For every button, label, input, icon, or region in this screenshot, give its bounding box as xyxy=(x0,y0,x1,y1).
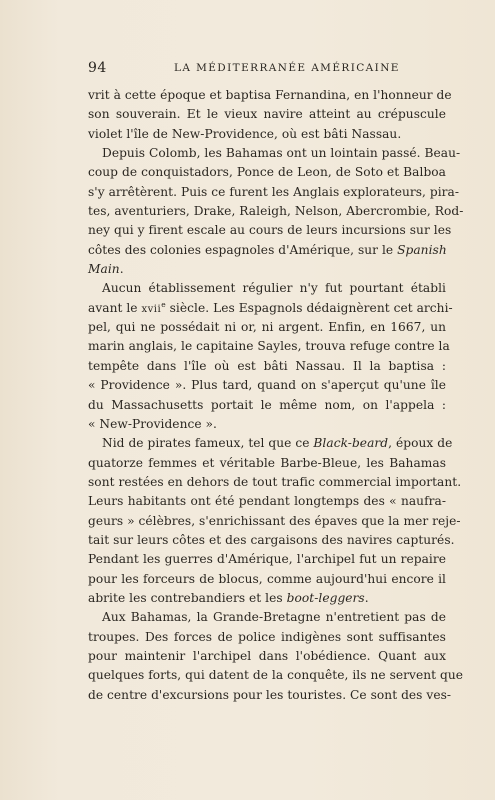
text-line: troupes. Des forces de police indigènes sont suffisantes xyxy=(88,629,446,644)
body-text xyxy=(88,86,464,705)
text-line: de centre d'excursions pour les touristes. Ce sont des ves- xyxy=(88,687,452,702)
paragraph-start: Aux Bahamas, la Grande-Bretagne n'entretient pas de xyxy=(102,610,446,625)
text-line: s'y arrêtèrent. Puis ce furent les Anglais explorateurs, pira- xyxy=(88,184,460,199)
text-line: coup de conquistadors, Ponce de Leon, de Soto et Balboa xyxy=(88,165,446,180)
text-line: abrite les contrebandiers et les boot-leggers. xyxy=(88,590,369,605)
text-line xyxy=(88,241,446,260)
text-line: ney qui y firent escale au cours de leurs incursions sur les xyxy=(88,223,452,238)
text-line xyxy=(88,299,453,318)
page-header xyxy=(88,60,435,76)
text-line: Main. xyxy=(88,262,124,277)
italic-term: Spanish xyxy=(397,242,447,257)
text-line: « New-Providence ». xyxy=(88,416,217,431)
text-line: geurs » célèbres, s'enrichissant des épaves que la mer reje- xyxy=(88,513,461,528)
text-line: pel, qui ne possédait ni or, ni argent. Enfin, en 1667, un xyxy=(88,320,446,335)
text-line: tait sur leurs côtes et des cargaisons des navires capturés. xyxy=(88,532,455,547)
text-segment: siècle. Les Espagnols dédaignèrent cet archi- xyxy=(169,300,453,315)
text-line: violet l'île de New-Providence, où est bâti Nassau. xyxy=(88,126,402,141)
text-segment: Nid de pirates fameux, tel que ce xyxy=(102,436,310,451)
running-head: LA MÉDITERRANÉE AMÉRICAINE xyxy=(174,62,400,74)
text-line: son souverain. Et le vieux navire atteint au crépuscule xyxy=(88,107,446,122)
text-line: vrit à cette époque et baptisa Fernandina, en l'honneur de xyxy=(88,88,452,102)
paragraph-start xyxy=(88,434,453,453)
paragraph-start: Aucun établissement régulier n'y fut pourtant établi xyxy=(102,281,446,296)
text-line: tes, aventuriers, Drake, Raleigh, Nelson, Abercrombie, Rod- xyxy=(88,204,464,219)
superscript: e xyxy=(161,299,166,309)
text-line: quelques forts, qui datent de la conquête, ils ne servent que xyxy=(88,668,463,683)
roman-numeral: xvii xyxy=(141,303,162,315)
text-line: du Massachusetts portait le même nom, on l'appela : xyxy=(88,397,446,412)
text-line: pour les forceurs de blocus, comme aujourd'hui encore il xyxy=(88,571,446,586)
text-line: « Providence ». Plus tard, quand on s'aperçut qu'une île xyxy=(88,378,446,393)
paragraph-start: Depuis Colomb, les Bahamas ont un lointain passé. Beau- xyxy=(102,146,461,161)
italic-term: Main xyxy=(88,262,120,277)
page-number: 94 xyxy=(88,60,107,76)
text-line: Leurs habitants ont été pendant longtemps des « naufra- xyxy=(88,494,446,509)
text-line: Pendant les guerres d'Amérique, l'archipel fut un repaire xyxy=(88,552,446,567)
text-line: marin anglais, le capitaine Sayles, trouva refuge contre la xyxy=(88,339,450,354)
text-segment: abrite les contrebandiers et les xyxy=(88,590,283,605)
text-segment: , époux de xyxy=(388,436,453,451)
text-line: tempête dans l'île où est bâti Nassau. Il la baptisa : xyxy=(88,358,446,373)
text-line: quatorze femmes et véritable Barbe-Bleue, les Bahamas xyxy=(88,455,446,470)
text-line: pour maintenir l'archipel dans l'obédience. Quant aux xyxy=(88,648,446,663)
text-segment: côtes des colonies espagnoles d'Amérique, sur le xyxy=(88,242,394,257)
text-segment: avant le xyxy=(88,300,138,315)
text-line: sont restées en dehors de tout trafic commercial important. xyxy=(88,474,462,489)
italic-term: Black-beard xyxy=(313,436,389,451)
italic-term: boot-leggers xyxy=(286,590,365,605)
